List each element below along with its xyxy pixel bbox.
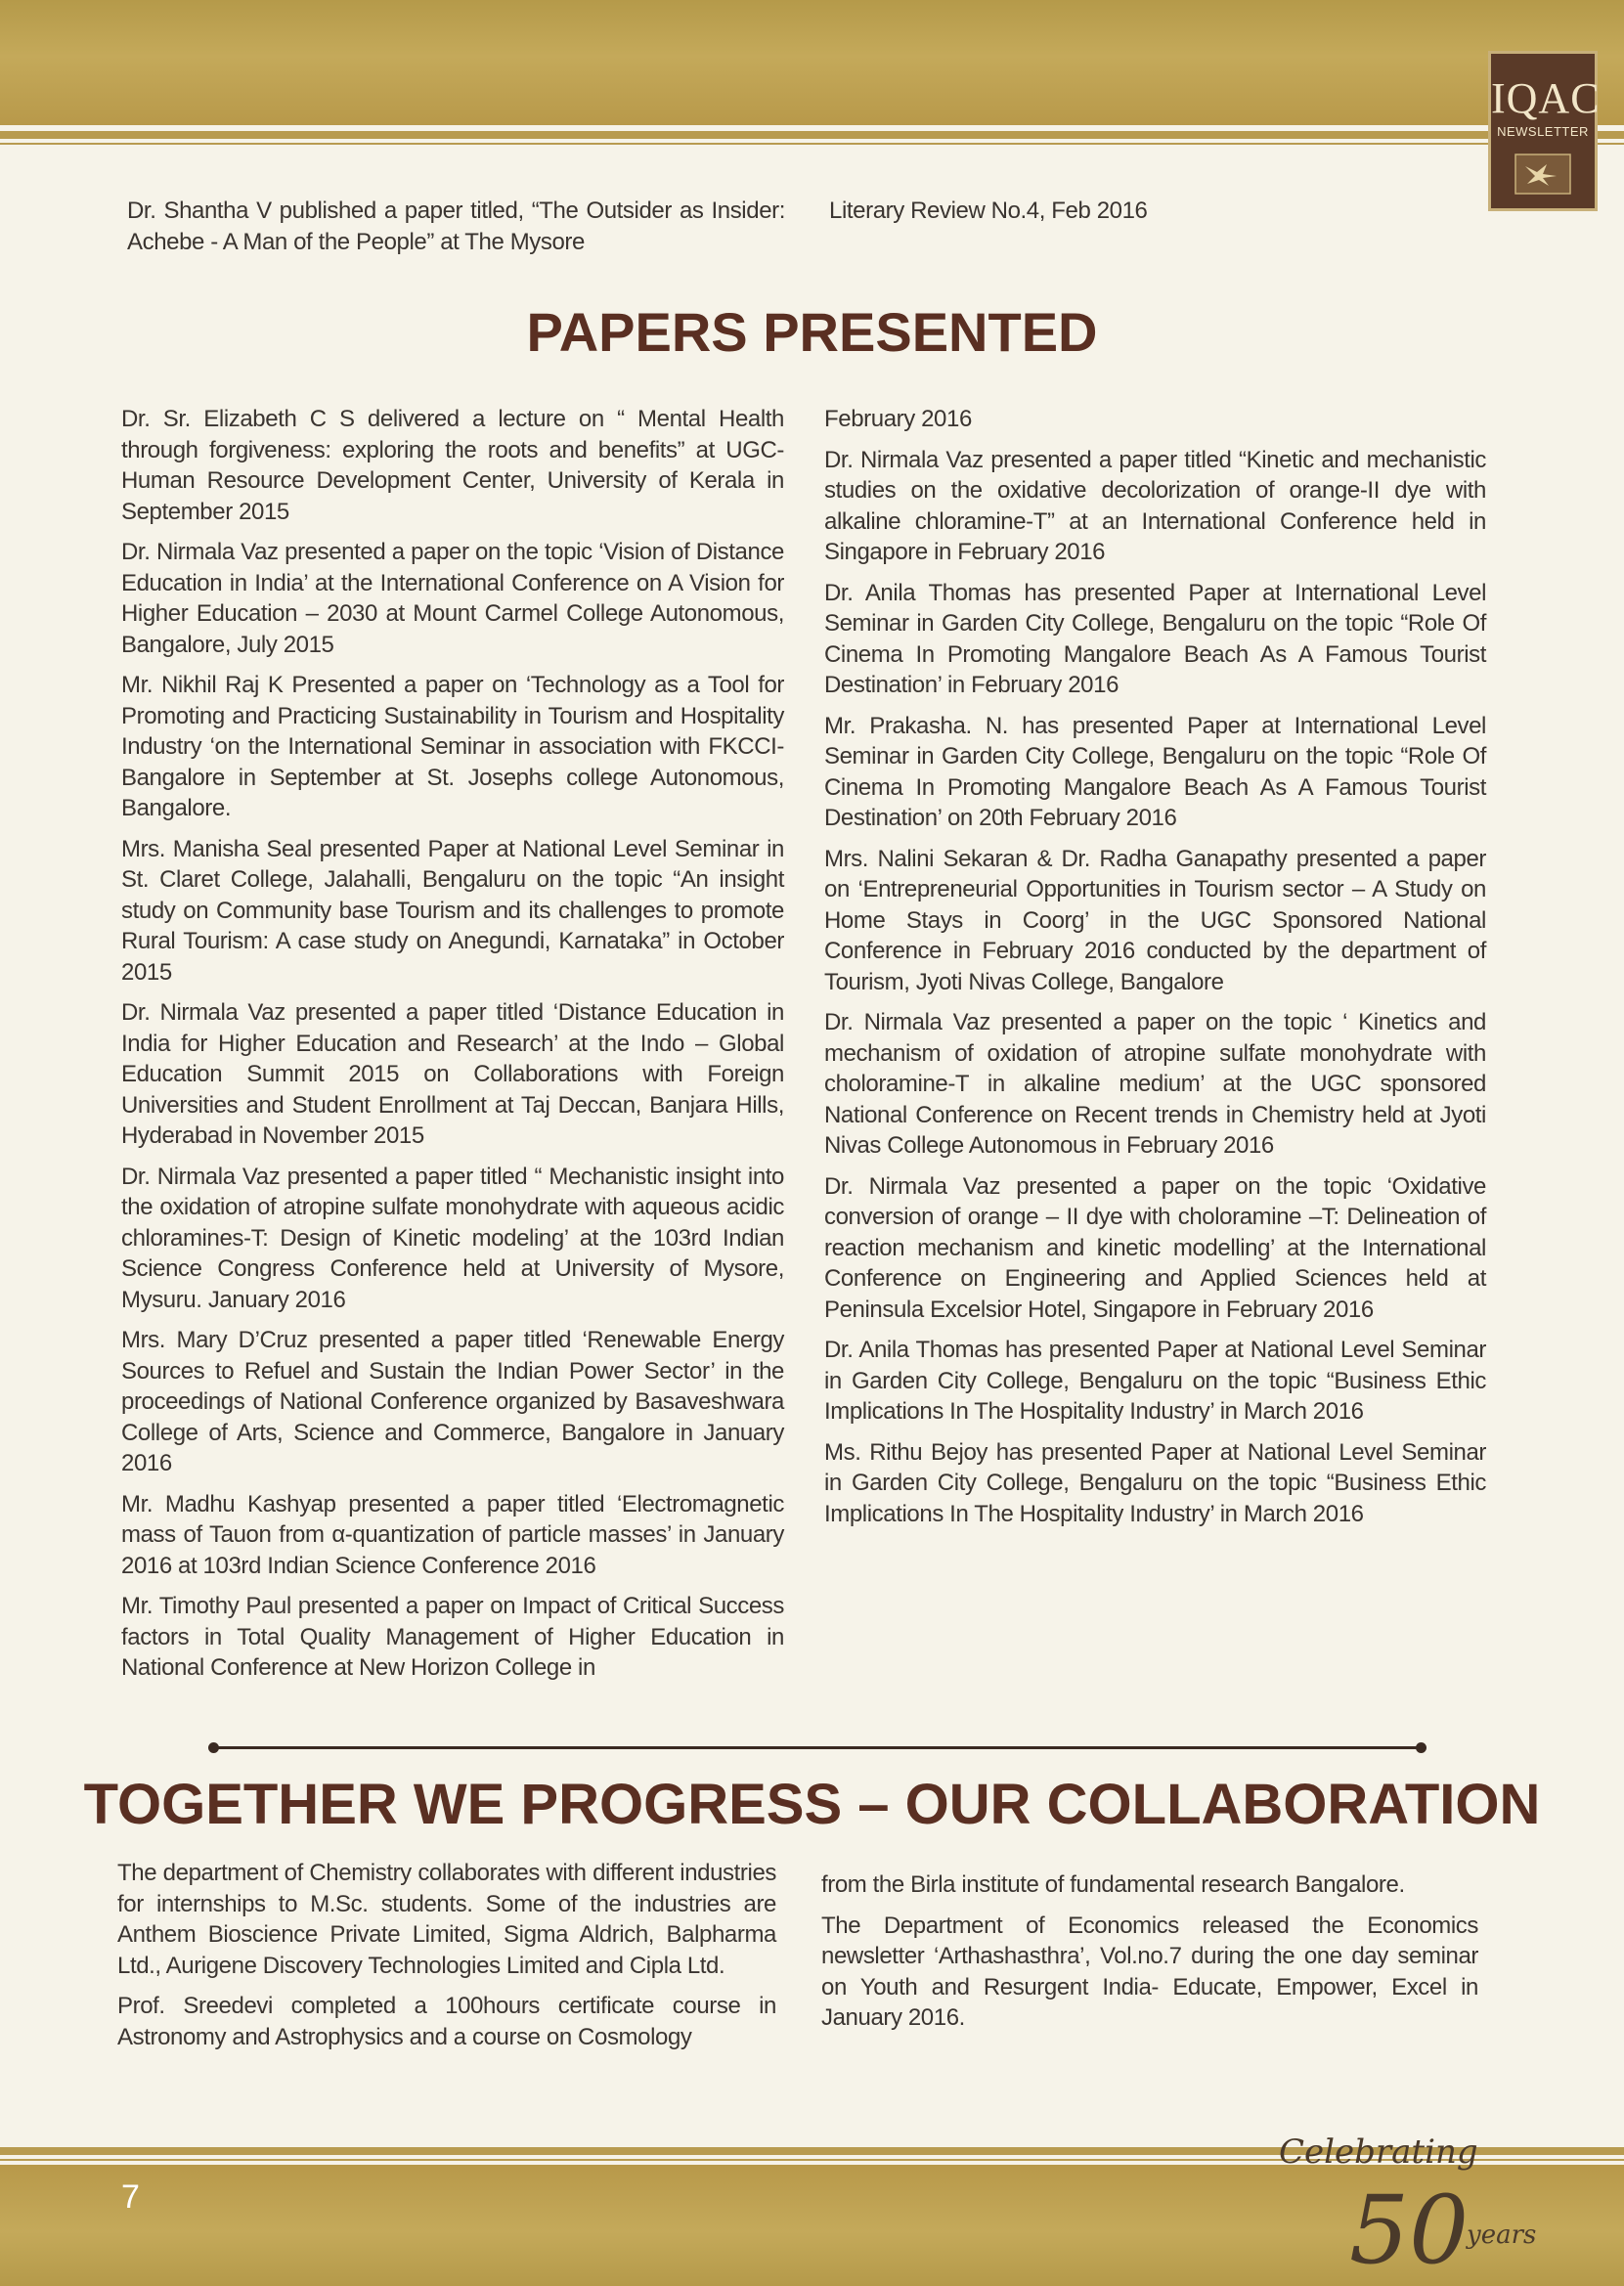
- paper-entry: Dr. Nirmala Vaz presented a paper titled ‘Distance Education in India for Higher Education and Research’ at the Indo – Global Education Summit 2015 on Collaborations with Foreign Universities and Student Enrollment at Taj Deccan, Banjara Hills, Hyderabad in November 2015: [121, 999, 784, 1149]
- paper-entry: Ms. Rithu Bejoy has presented Paper at National Level Seminar in Garden City College, Bengaluru on the topic “Business Ethic Implications In The Hospitality Industry’ in March 2016: [824, 1438, 1486, 1527]
- paper-entry: Dr. Nirmala Vaz presented a paper titled “Kinetic and mechanistic studies on the oxidative decolorization of orange-II dye with alkaline chloramine-T” at an International Conference held in Singapore in February 2016: [824, 446, 1486, 565]
- intro-left-column: [127, 196, 785, 257]
- paper-entry: Dr. Anila Thomas has presented Paper at National Level Seminar in Garden City College, Bengaluru on the topic “Business Ethic Implications In The Hospitality Industry’ in March 2016: [824, 1337, 1486, 1425]
- collaboration-heading: TOGETHER WE PROGRESS – OUR COLLABORATION: [83, 1773, 1541, 1836]
- divider-dot-right: [1416, 1742, 1426, 1753]
- page-number: 7: [121, 2178, 140, 2216]
- paper-entry: Mr. Madhu Kashyap presented a paper titled ‘Electromagnetic mass of Tauon from α-quantization of particle masses’ in January 2016 at 103rd Indian Science Conference 2016: [121, 1490, 784, 1579]
- celebrating-years: years: [1467, 2220, 1537, 2250]
- paper-entry: Dr. Nirmala Vaz presented a paper titled “ Mechanistic insight into the oxidation of atropine sulfate monohydrate with aqueous acidic chloramines-T: Design of Kinetic modeling’ at the 103rd Indian Science Congress Conference held at University of Mysore, Mysuru. January 2016: [121, 1163, 784, 1313]
- divider-dot-left: [208, 1742, 219, 1753]
- paper-entry: Mrs. Manisha Seal presented Paper at National Level Seminar in St. Claret College, Jalahalli, Bengaluru on the topic “An insight study on Community base Tourism and its challenges to promote Rural Tourism: A case study on Anegundi, Karnataka” in October 2015: [121, 835, 784, 986]
- paper-entry: Mr. Nikhil Raj K Presented a paper on ‘Technology as a Tool for Promoting and Practicing Sustainability in Tourism and Hospitality Industry ‘on the International Seminar in association with FKCCI-Bangalore in September at St. Josephs college Autonomous, Bangalore.: [121, 672, 784, 821]
- iqac-newsletter-badge: [1488, 51, 1601, 211]
- badge-title: IQAC: [1491, 74, 1601, 122]
- collaboration-entry: The Department of Economics released the Economics newsletter ‘Arthashasthra’, Vol.no.7 during the one day seminar on Youth and Resurgent India- Educate, Empower, Excel in January 2016.: [821, 1912, 1478, 2031]
- collaboration-entry: from the Birla institute of fundamental research Bangalore.: [821, 1871, 1405, 1898]
- paper-entry: Dr. Nirmala Vaz presented a paper on the topic ‘ Kinetics and mechanism of oxidation of atropine sulfate monohydrate with choloramine-T in alkaline medium’ at the UGC sponsored National Conference on Recent trends in Chemistry held at Jyoti Nivas College Autonomous in February 2016: [824, 1009, 1486, 1159]
- collaboration-entry: The department of Chemistry collaborates with different industries for internships to M.Sc. students. Some of the industries are Anthem Bioscience Private Limited, Sigma Aldrich, Balpharma Ltd., Aurigene Discovery Technologies Limited and Cipla Ltd.: [117, 1860, 776, 1979]
- papers-right-column: [824, 404, 1486, 1529]
- header-band: [0, 0, 1624, 125]
- collaboration-right-column: [821, 1869, 1478, 2034]
- intro-right-column: [829, 196, 1494, 227]
- paper-entry: Mr. Prakasha. N. has presented Paper at International Level Seminar in Garden City College, Bengaluru on the topic “Role Of Cinema In Promoting Mangalore Beach As A Famous Tourist Destination’ on 20th February 2016: [824, 712, 1486, 831]
- collaboration-entry: Prof. Sreedevi completed a 100hours certificate course in Astronomy and Astrophysics and a course on Cosmology: [117, 1993, 776, 2050]
- celebrating-50-years-logo: [1271, 2130, 1564, 2276]
- birds-emblem-icon: [1514, 153, 1572, 196]
- section-divider: [213, 1746, 1422, 1749]
- paper-entry: February 2016: [824, 406, 972, 432]
- paper-entry: Dr. Sr. Elizabeth C S delivered a lecture on “ Mental Health through forgiveness: exploring the roots and benefits” at UGC-Human Resource Development Center, University of Kerala in September 2015: [121, 406, 784, 525]
- papers-presented-heading: PAPERS PRESENTED: [526, 301, 1098, 363]
- intro-left-text: Dr. Shantha V published a paper titled, “The Outsider as Insider: Achebe - A Man of the People” at The Mysore: [127, 198, 785, 255]
- paper-entry: Mrs. Nalini Sekaran & Dr. Radha Ganapathy presented a paper on ‘Entrepreneurial Opportunities in Tourism sector – A Study on Home Stays in Coorg’ in the UGC Sponsored National Conference in February 2016 conducted by the department of Tourism, Jyoti Nivas College, Bangalore: [824, 845, 1486, 995]
- paper-entry: Mrs. Mary D’Cruz presented a paper titled ‘Renewable Energy Sources to Refuel and Sustain the Indian Power Sector’ in the proceedings of National Conference organized by Basaveshwara College of Arts, Science and Commerce, Bangalore in January 2016: [121, 1327, 784, 1476]
- paper-entry: Dr. Anila Thomas has presented Paper at International Level Seminar in Garden City College, Bengaluru on the topic “Role Of Cinema In Promoting Mangalore Beach As A Famous Tourist Destination’ in February 2016: [824, 579, 1486, 698]
- celebrating-word: Celebrating: [1279, 2132, 1478, 2172]
- badge-subtitle: NEWSLETTER: [1497, 124, 1589, 139]
- paper-entry: Dr. Nirmala Vaz presented a paper on the topic ‘Vision of Distance Education in India’ at the International Conference on A Vision for Higher Education – 2030 at Mount Carmel College Autonomous, Bangalore, July 2015: [121, 539, 784, 658]
- intro-right-text: Literary Review No.4, Feb 2016: [829, 198, 1148, 224]
- papers-left-column: [121, 404, 784, 1684]
- paper-entry: Mr. Timothy Paul presented a paper on Impact of Critical Success factors in Total Quality Management of Higher Education in National Conference at New Horizon College in: [121, 1593, 784, 1681]
- celebrating-number: 50: [1349, 2176, 1470, 2276]
- collaboration-left-column: [117, 1858, 776, 2052]
- paper-entry: Dr. Nirmala Vaz presented a paper on the topic ‘Oxidative conversion of orange – II dye with choloramine –T: Delineation of reaction mechanism and kinetic modelling’ at the International Conference on Engineering and Applied Sciences held at Peninsula Excelsior Hotel, Singapore in February 2016: [824, 1172, 1486, 1323]
- header-rule-thin: [0, 143, 1624, 145]
- header-rule: [0, 131, 1624, 139]
